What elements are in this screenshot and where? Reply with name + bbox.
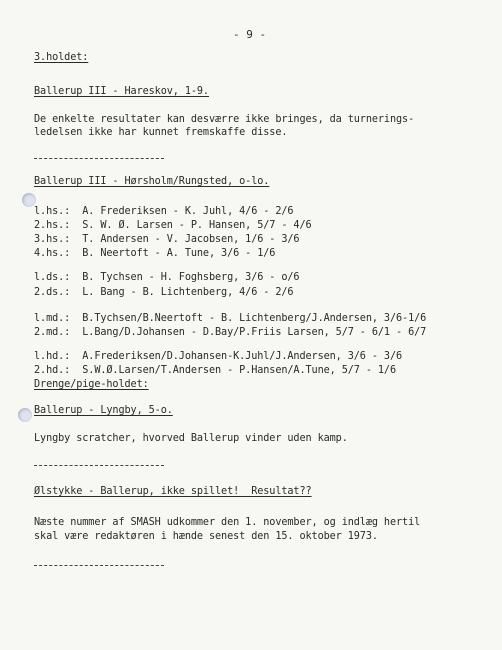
result-line: l.ds.: B. Tychsen - H. Foghsberg, 3/6 - o/6	[34, 272, 300, 283]
result-line: 2.md.: L.Bang/D.Johansen - D.Bay/P.Friis Larsen, 5/7 - 6/1 - 6/7	[34, 327, 427, 338]
notice-text-line-2: skal være redaktøren i hænde senest den 15. oktober 1973.	[34, 531, 378, 542]
match-heading-horsholm: Ballerup III - Hørsholm/Rungsted, o-lo.	[34, 176, 270, 187]
match-heading-hareskov: Ballerup III - Hareskov, 1-9.	[34, 86, 209, 97]
separator-rule	[34, 158, 164, 159]
section-heading-drenge: Drenge/pige-holdet:	[34, 379, 149, 390]
section-heading-3holdet: 3.holdet:	[34, 52, 89, 63]
lyngby-text: Lyngby scratcher, hvorved Ballerup vinder uden kamp.	[34, 433, 348, 444]
hareskov-text-line-1: De enkelte resultater kan desværre ikke bringes, da turnerings-	[34, 114, 415, 125]
result-line: 2.hd.: S.W.Ø.Larsen/T.Andersen - P.Hansen/A.Tune, 5/7 - 1/6	[34, 365, 397, 376]
result-line: 3.hs.: T. Andersen - V. Jacobsen, 1/6 - 3/6	[34, 234, 300, 245]
hareskov-text-line-2: ledelsen ikke har kunnet fremskaffe disse.	[34, 127, 288, 138]
result-line: l.hd.: A.Frederiksen/D.Johansen-K.Juhl/J.Andersen, 3/6 - 3/6	[34, 351, 403, 362]
result-line: 2.hs.: S. W. Ø. Larsen - P. Hansen, 5/7 - 4/6	[34, 220, 312, 231]
separator-rule	[34, 565, 164, 566]
match-heading-olstykke: Ølstykke - Ballerup, ikke spillet! Resultat??	[34, 486, 312, 497]
match-heading-lyngby: Ballerup - Lyngby, 5-o.	[34, 405, 173, 416]
result-line: 2.ds.: L. Bang - B. Lichtenberg, 4/6 - 2/6	[34, 287, 294, 298]
result-line: l.hs.: A. Frederiksen - K. Juhl, 4/6 - 2/6	[34, 206, 294, 217]
result-line: l.md.: B.Tychsen/B.Neertoft - B. Lichtenberg/J.Andersen, 3/6-1/6	[34, 313, 427, 324]
page-number: - 9 -	[233, 28, 267, 41]
result-line: 4.hs.: B. Neertoft - A. Tune, 3/6 - 1/6	[34, 248, 276, 259]
punch-hole-bottom	[18, 408, 32, 422]
notice-text-line-1: Næste nummer af SMASH udkommer den 1. november, og indlæg hertil	[34, 517, 421, 528]
separator-rule	[34, 465, 164, 466]
punch-hole-top	[22, 193, 36, 207]
